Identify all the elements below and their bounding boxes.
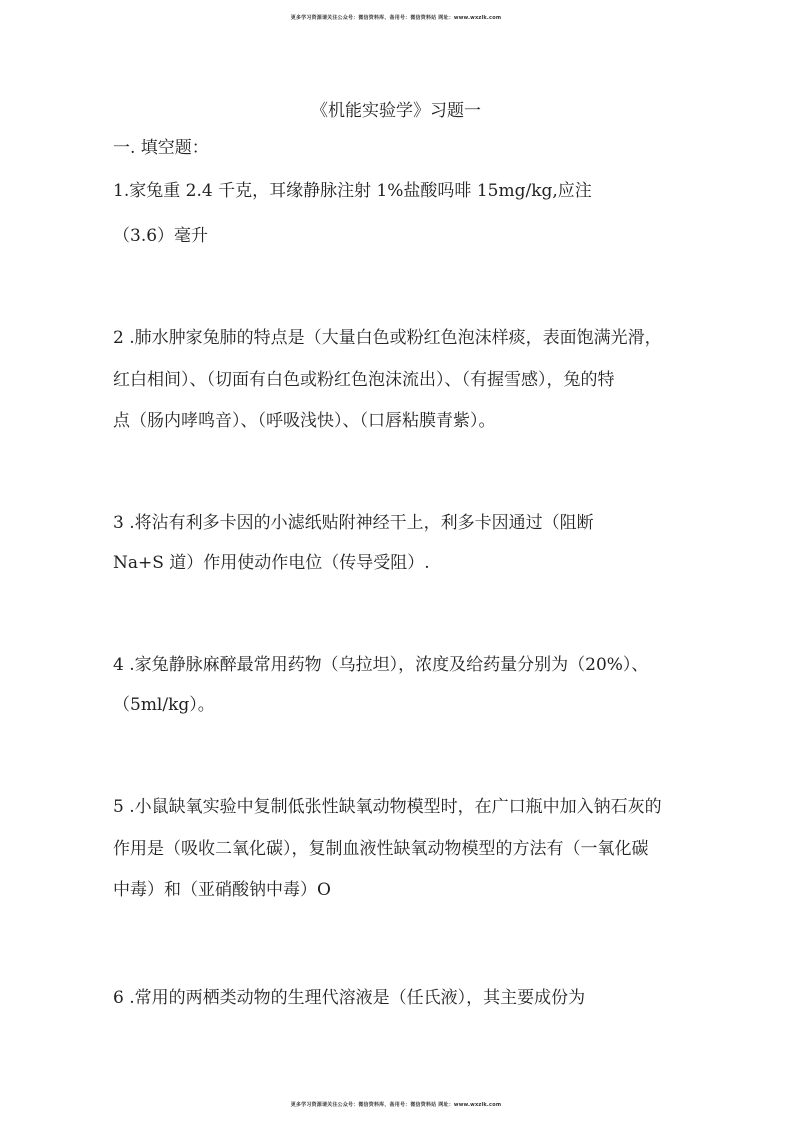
question-2-line-3: 点（肠内哮鸣音）、（呼吸浅快）、（口唇粘膜青紫）。 xyxy=(113,411,496,431)
question-3-line-2: Na+S 道）作用使动作电位（传导受阻）. xyxy=(113,553,430,573)
question-5-line-2: 作用是（吸收二氧化碳），复制血液性缺氧动物模型的方法有（一氧化碳 xyxy=(113,839,649,859)
question-4-line-2: （5ml/kg）。 xyxy=(113,695,215,715)
question-2-line-1: 2 .肺水肿家兔肺的特点是（大量白色或粉红色泡沫样痰，表面饱满光滑， xyxy=(113,328,662,348)
question-2-line-2: 红白相间）、（切面有白色或粉红色泡沫流出）、（有握雪感），兔的特 xyxy=(113,370,615,390)
question-5-line-1: 5 .小鼠缺氧实验中复制低张性缺氧动物模型时，在广口瓶中加入钠石灰的 xyxy=(113,797,662,817)
question-1-line-1: 1.家兔重 2.4 千克，耳缘静脉注射 1%盐酸吗啡 15mg/kg,应注 xyxy=(113,181,592,201)
document-title: 《机能实验学》习题一 xyxy=(311,101,481,121)
question-4-line-1: 4 .家兔静脉麻醉最常用药物（乌拉坦），浓度及给药量分别为（20%）、 xyxy=(113,655,649,675)
question-3-line-1: 3 .将沾有利多卡因的小滤纸贴附神经干上，利多卡因通过（阻断 xyxy=(113,513,594,533)
footer-banner: 更多学习资源请关注公众号：微信资料库、备用号：微信资料站 网址：www.wxzlk.com xyxy=(290,1102,502,1108)
question-6-line-1: 6 .常用的两栖类动物的生理代溶液是（任氏液），其主要成份为 xyxy=(113,988,586,1008)
question-1-line-2: （3.6）毫升 xyxy=(113,226,209,246)
question-5-line-3: 中毒）和（亚硝酸钠中毒）O xyxy=(113,880,331,900)
section-heading: 一. 填空题： xyxy=(113,138,209,158)
header-banner: 更多学习资源请关注公众号：微信资料库、备用号：微信资料站 网址：www.wxzlk.com xyxy=(290,15,502,21)
